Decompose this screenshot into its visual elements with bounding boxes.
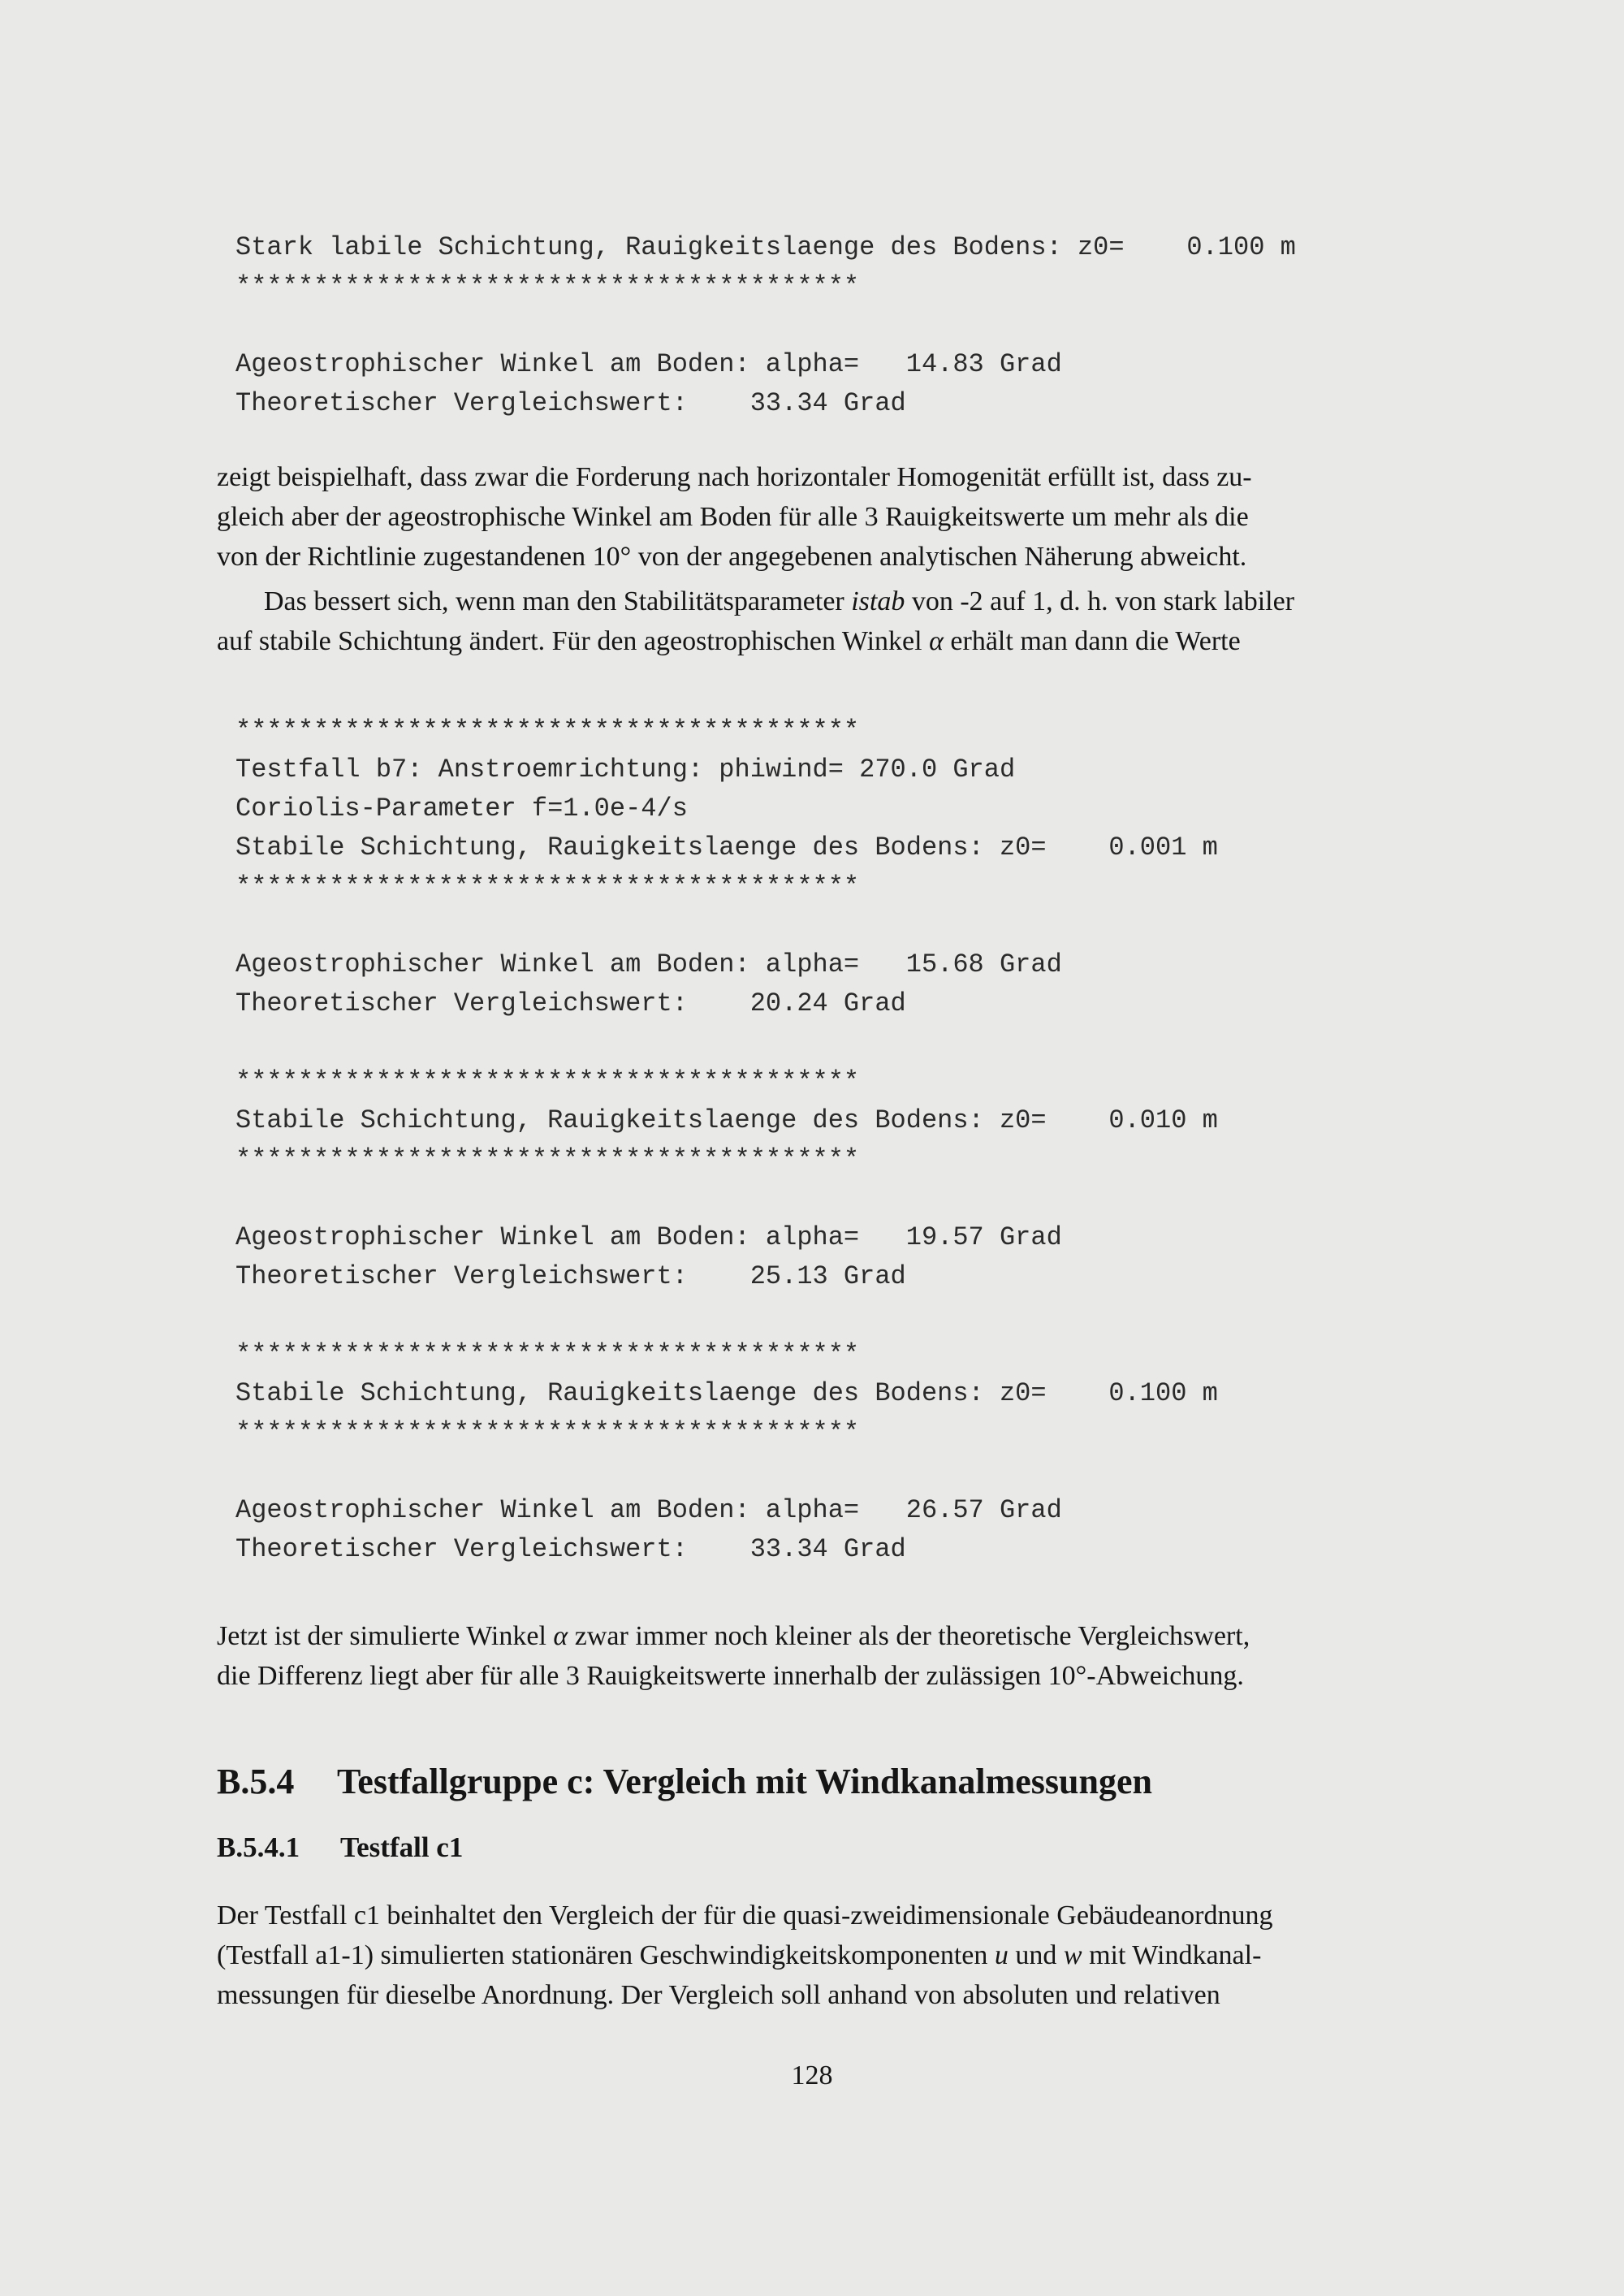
paragraph-4 — [217, 1896, 1409, 2015]
code-line: **************************************** — [235, 716, 860, 746]
code-block-2 — [235, 711, 1218, 1569]
code-line: Ageostrophischer Winkel am Boden: alpha= 19.57 Grad — [235, 1222, 1062, 1252]
subsection-title: Testfall c1 — [340, 1831, 464, 1863]
subsection-number: B.5.4.1 — [217, 1831, 300, 1863]
code-line: Stabile Schichtung, Rauigkeitslaenge des Bodens: z0= 0.001 m — [235, 832, 1218, 863]
paragraph-2 — [217, 582, 1409, 661]
code-line: Ageostrophischer Winkel am Boden: alpha= 14.83 Grad — [235, 349, 1062, 379]
code-line: Stark labile Schichtung, Rauigkeitslaenge des Bodens: z0= 0.100 m — [235, 232, 1296, 262]
text-line: Der Testfall c1 beinhaltet den Vergleich der für die quasi-zweidimensionale Gebäudeanordnung — [217, 1900, 1273, 1931]
page-number: 128 — [791, 2060, 833, 2091]
alpha-symbol: α — [929, 626, 944, 656]
section-number: B.5.4 — [217, 1762, 295, 1801]
istab-variable: istab — [851, 586, 905, 616]
code-line: Theoretischer Vergleichswert: 33.34 Grad — [235, 388, 906, 418]
code-line: **************************************** — [235, 271, 860, 301]
code-line: **************************************** — [235, 1339, 860, 1369]
code-line: Theoretischer Vergleichswert: 33.34 Grad — [235, 1534, 906, 1564]
text-line: Das bessert sich, wenn man den Stabilitätsparameter istab von -2 auf 1, d. h. von stark labiler — [264, 586, 1295, 616]
code-line: Stabile Schichtung, Rauigkeitslaenge des Bodens: z0= 0.010 m — [235, 1105, 1218, 1135]
code-line: Stabile Schichtung, Rauigkeitslaenge des Bodens: z0= 0.100 m — [235, 1378, 1218, 1408]
code-line: **************************************** — [235, 871, 860, 902]
code-line: Coriolis-Parameter f=1.0e-4/s — [235, 793, 688, 824]
code-line: **************************************** — [235, 1066, 860, 1096]
section-title: Testfallgruppe c: Vergleich mit Windkanalmessungen — [337, 1762, 1152, 1801]
alpha-symbol: α — [553, 1621, 568, 1651]
text-line: zeigt beispielhaft, dass zwar die Forderung nach horizontaler Homogenität erfüllt ist, dass zu- — [217, 462, 1252, 492]
text-line: (Testfall a1-1) simulierten stationären Geschwindigkeitskomponenten u und w mit Windkanal- — [217, 1940, 1262, 1970]
code-line: Ageostrophischer Winkel am Boden: alpha= 26.57 Grad — [235, 1495, 1062, 1525]
text-line: messungen für dieselbe Anordnung. Der Vergleich soll anhand von absoluten und relativen — [217, 1980, 1220, 2010]
text-line: von der Richtlinie zugestandenen 10° von der angegebenen analytischen Näherung abweicht. — [217, 542, 1247, 572]
text-line: gleich aber der ageostrophische Winkel am Boden für alle 3 Rauigkeitswerte um mehr als die — [217, 502, 1249, 532]
w-variable: w — [1063, 1940, 1082, 1970]
section-heading — [217, 1759, 1152, 1805]
paragraph-1 — [217, 457, 1409, 577]
code-line: **************************************** — [235, 1417, 860, 1447]
code-line: **************************************** — [235, 1144, 860, 1174]
subsection-heading — [217, 1829, 463, 1866]
code-line: Ageostrophischer Winkel am Boden: alpha= 15.68 Grad — [235, 949, 1062, 979]
u-variable: u — [994, 1940, 1009, 1970]
code-block-1 — [235, 228, 1296, 423]
code-line: Theoretischer Vergleichswert: 20.24 Grad — [235, 988, 906, 1018]
code-line: Theoretischer Vergleichswert: 25.13 Grad — [235, 1261, 906, 1291]
paragraph-3 — [217, 1616, 1409, 1696]
text-line: Jetzt ist der simulierte Winkel α zwar immer noch kleiner als der theoretische Vergleichswert, — [217, 1621, 1250, 1651]
code-line: Testfall b7: Anstroemrichtung: phiwind= 270.0 Grad — [235, 755, 1016, 785]
text-line: auf stabile Schichtung ändert. Für den ageostrophischen Winkel α erhält man dann die Werte — [217, 626, 1241, 656]
text-line: die Differenz liegt aber für alle 3 Rauigkeitswerte innerhalb der zulässigen 10°-Abweichung. — [217, 1661, 1244, 1691]
